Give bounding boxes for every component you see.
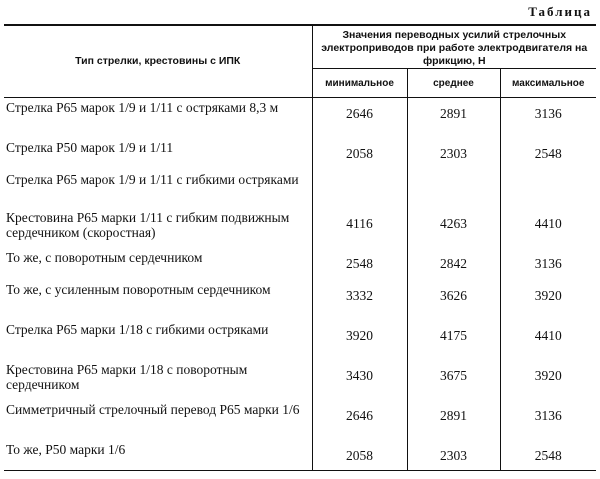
row-max xyxy=(500,170,596,208)
row-max: 4410 xyxy=(500,320,596,360)
row-type: Стрелка Р50 марок 1/9 и 1/11 xyxy=(6,140,174,155)
row-avg: 4175 xyxy=(407,320,500,360)
table-row xyxy=(4,440,596,471)
header-values-group: Значения переводных усилий стрелочных электроприводов при работе электродвигателя на фрикцию, Н xyxy=(312,25,596,69)
row-type: Симметричный стрелочный перевод Р65 марки 1/6 xyxy=(6,402,300,417)
row-type: То же, с усиленным поворотным сердечником xyxy=(6,282,271,297)
table-caption: Таблица xyxy=(528,4,592,19)
row-avg: 3626 xyxy=(407,280,500,320)
row-avg: 2891 xyxy=(407,98,500,139)
row-type: Крестовина Р65 марки 1/18 с поворотным сердечником xyxy=(6,362,248,392)
table-row xyxy=(4,280,596,320)
row-avg: 2303 xyxy=(407,138,500,170)
row-type: То же, Р50 марки 1/6 xyxy=(4,440,312,471)
row-min: 3430 xyxy=(312,360,407,400)
row-avg: 2891 xyxy=(407,400,500,440)
row-max: 2548 xyxy=(500,440,596,471)
table-row xyxy=(4,320,596,360)
row-min: 2058 xyxy=(312,138,407,170)
row-max: 3136 xyxy=(500,400,596,440)
row-min: 2058 xyxy=(312,440,407,471)
row-max: 3136 xyxy=(500,248,596,280)
row-type: Крестовина Р65 марки 1/11 с гибким подвижным сердечником (скоростная) xyxy=(6,210,290,240)
row-type: Стрелка Р65 марки 1/18 с гибкими остряками xyxy=(6,322,269,337)
row-min: 2646 xyxy=(312,400,407,440)
row-min: 2646 xyxy=(312,98,407,139)
row-min: 4116 xyxy=(312,208,407,248)
row-max: 3136 xyxy=(500,98,596,139)
header-min: минимальное xyxy=(312,69,407,98)
row-min: 3920 xyxy=(312,320,407,360)
header-max: максимальное xyxy=(500,69,596,98)
table-row xyxy=(4,138,596,170)
table-row xyxy=(4,248,596,280)
row-min: 3332 xyxy=(312,280,407,320)
table-row xyxy=(4,170,596,208)
row-max: 2548 xyxy=(500,138,596,170)
row-min xyxy=(312,170,407,208)
row-max: 3920 xyxy=(500,360,596,400)
row-avg: 2842 xyxy=(407,248,500,280)
row-avg: 4263 xyxy=(407,208,500,248)
table-row xyxy=(4,400,596,440)
row-min: 2548 xyxy=(312,248,407,280)
row-max: 3920 xyxy=(500,280,596,320)
row-max: 4410 xyxy=(500,208,596,248)
row-type: Стрелка Р65 марок 1/9 и 1/11 с остряками 8,3 м xyxy=(6,100,279,115)
row-type: То же, с поворотным сердечником xyxy=(6,250,203,265)
row-avg: 3675 xyxy=(407,360,500,400)
row-type: Стрелка Р65 марок 1/9 и 1/11 с гибкими остряками xyxy=(6,172,299,187)
table-row xyxy=(4,360,596,400)
table-row xyxy=(4,208,596,248)
header-avg: среднее xyxy=(407,69,500,98)
force-values-table xyxy=(4,24,596,471)
header-type-column: Тип стрелки, крестовины с ИПК xyxy=(4,25,312,98)
row-avg xyxy=(407,170,500,208)
table-row xyxy=(4,98,596,139)
row-avg: 2303 xyxy=(407,440,500,471)
